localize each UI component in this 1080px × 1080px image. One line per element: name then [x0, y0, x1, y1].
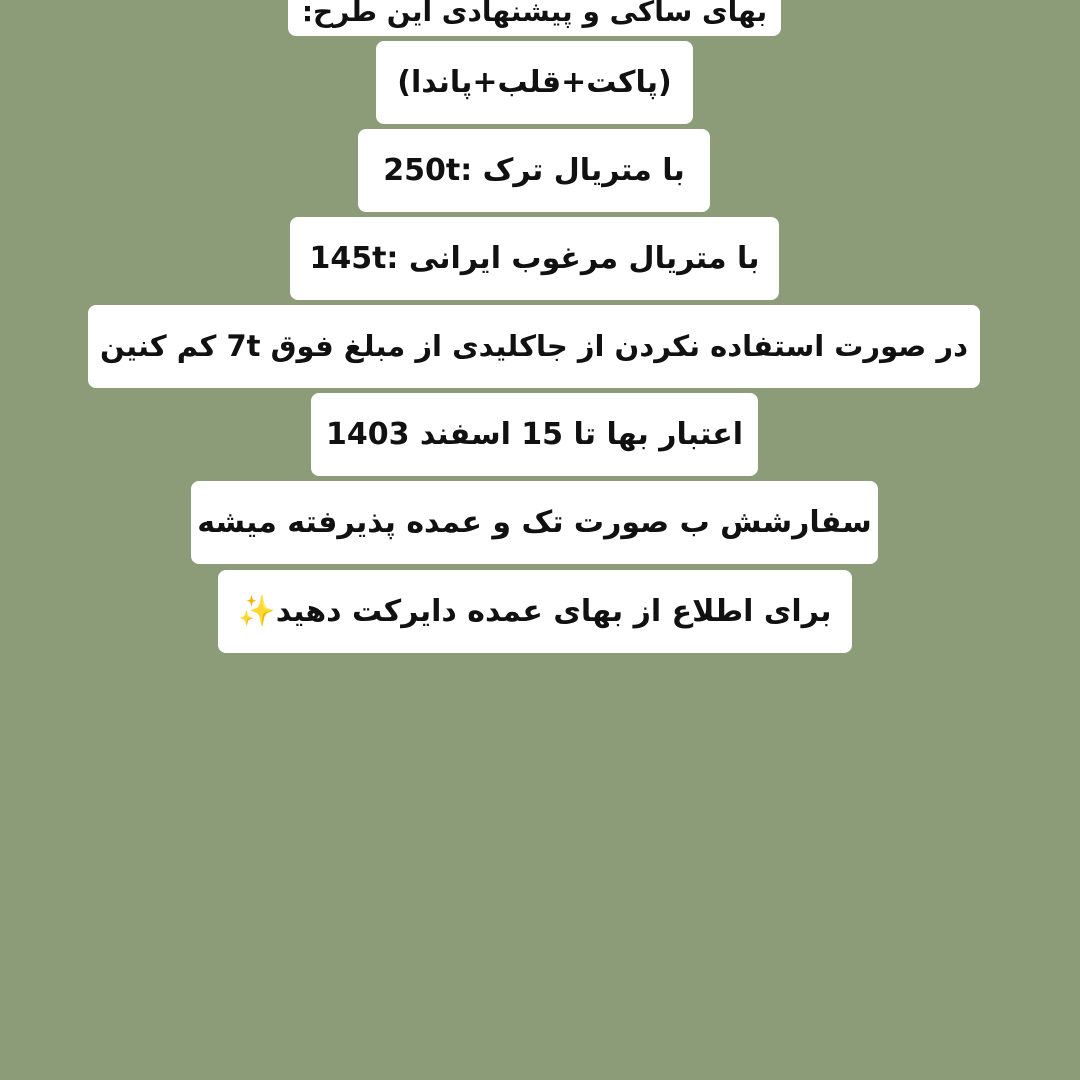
caption-line-5-text: در صورت استفاده نکردن از جاکلیدی از مبلغ فوق 7t کم کنین — [100, 329, 968, 363]
caption-line-4-text: با متریال مرغوب ایرانی :145t — [309, 240, 760, 276]
caption-line-7-text: سفارشش ب صورت تک و عمده پذیرفته میشه — [197, 504, 872, 540]
caption-line-1 — [288, 0, 781, 36]
caption-line-6-text: اعتبار بها تا 15 اسفند 1403 — [325, 416, 744, 452]
caption-line-3 — [358, 129, 710, 212]
caption-line-1-text: بهای ساکی و پیشنهادی این طرح: — [301, 0, 768, 28]
caption-line-6 — [311, 393, 758, 476]
caption-line-2-text: (پاکت+قلب+پاندا) — [397, 64, 672, 100]
sparkle-icon: ✨ — [238, 593, 276, 629]
caption-line-5 — [88, 305, 980, 388]
caption-line-8-text: برای اطلاع از بهای عمده دایرکت دهید — [275, 593, 832, 629]
caption-line-3-text: با متریال ترک :250t — [383, 152, 685, 188]
caption-line-7 — [191, 481, 878, 564]
caption-line-4 — [290, 217, 779, 300]
caption-line-2 — [376, 41, 693, 124]
caption-line-8 — [218, 570, 852, 653]
